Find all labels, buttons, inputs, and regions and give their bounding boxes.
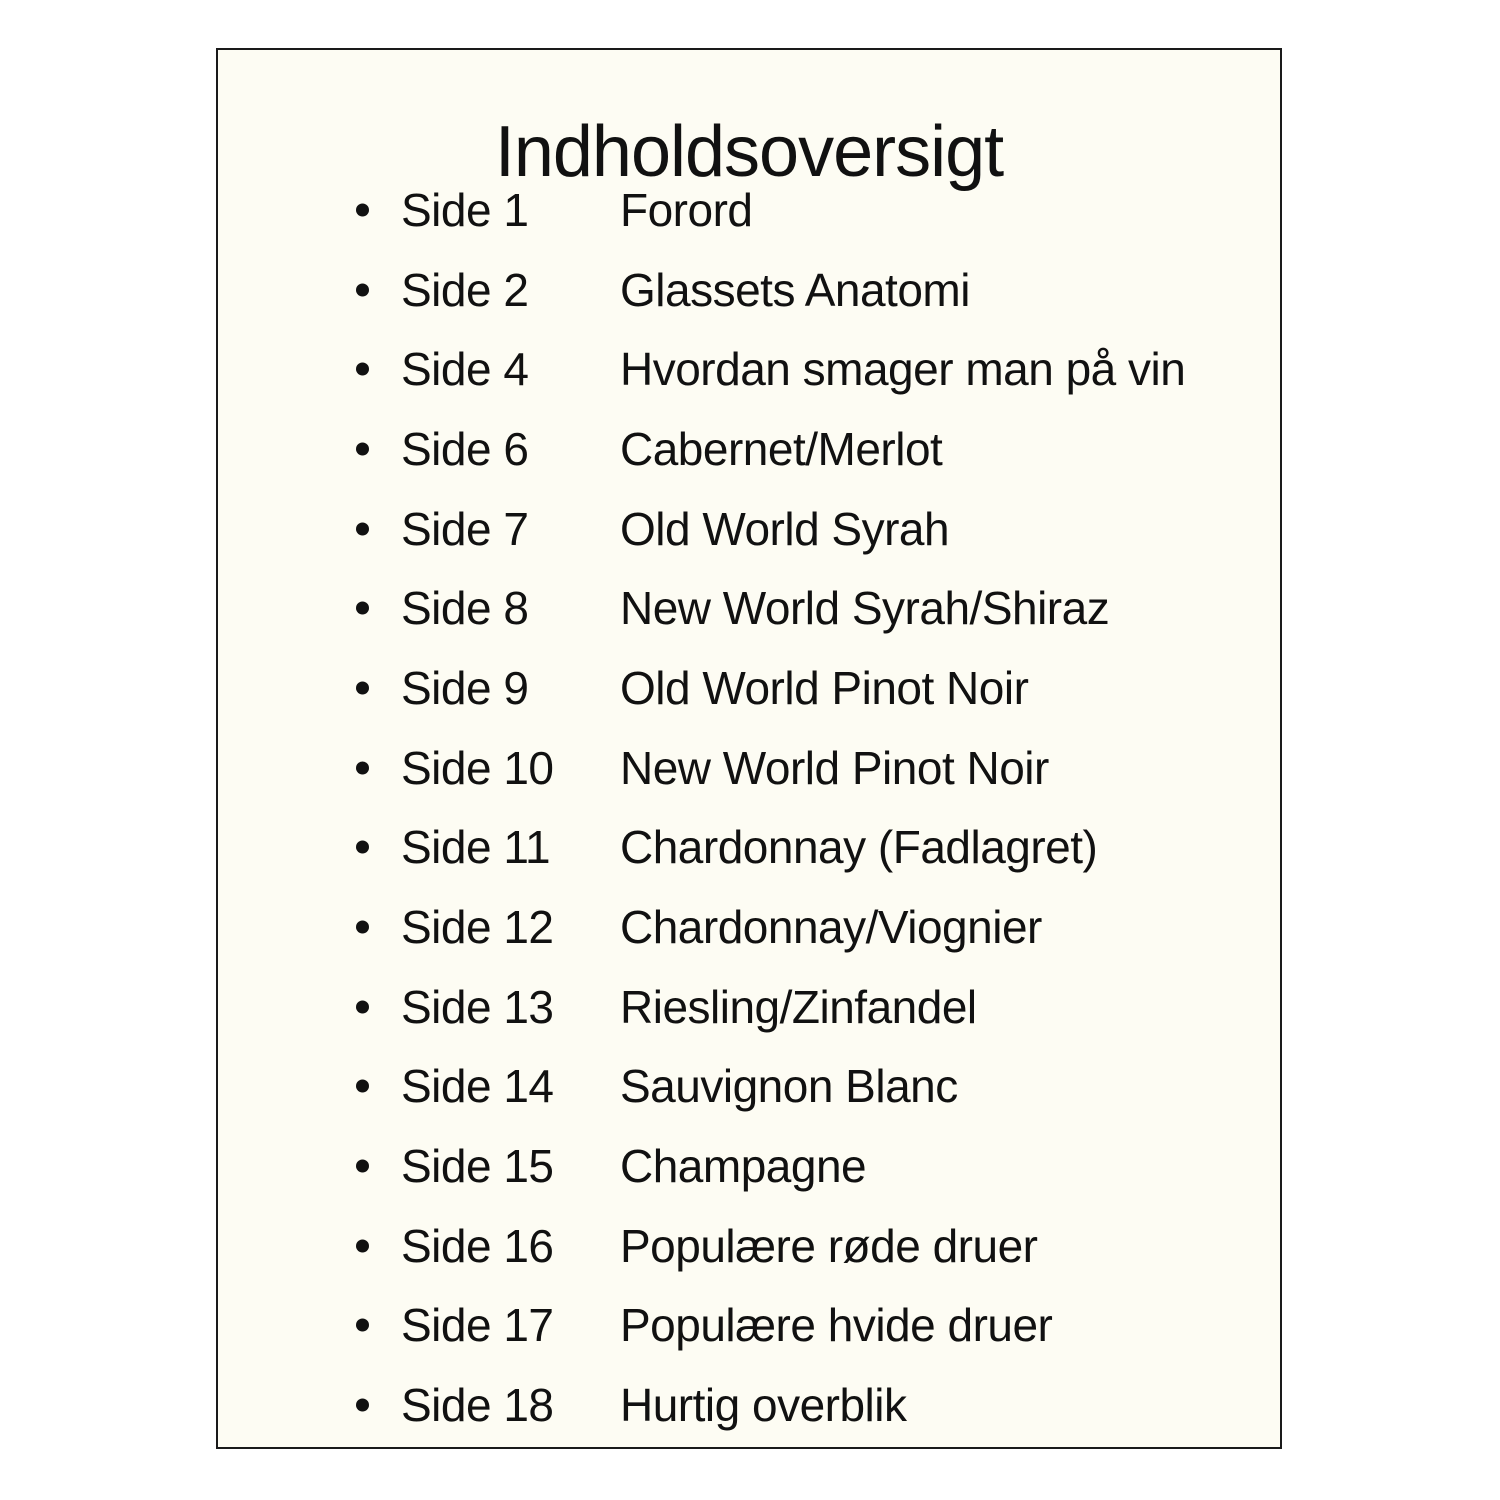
bullet-icon bbox=[356, 602, 369, 615]
toc-page-number: Side 10 bbox=[401, 741, 554, 794]
toc-entry-title: Hurtig overblik bbox=[620, 1379, 907, 1432]
toc-entry-title: Populære røde druer bbox=[620, 1219, 1038, 1272]
table-of-contents-page bbox=[216, 48, 1282, 1449]
toc-page-number: Side 13 bbox=[401, 980, 554, 1033]
toc-entry-title: Riesling/Zinfandel bbox=[620, 980, 977, 1033]
toc-entry-title: New World Pinot Noir bbox=[620, 741, 1049, 794]
toc-entry bbox=[218, 329, 1280, 409]
toc-entry bbox=[218, 568, 1280, 648]
toc-page-number: Side 14 bbox=[401, 1060, 554, 1113]
toc-entry-title: Old World Syrah bbox=[620, 502, 950, 555]
bullet-icon bbox=[356, 203, 369, 216]
toc-page-number: Side 9 bbox=[401, 661, 529, 714]
bullet-icon bbox=[356, 442, 369, 455]
toc-entry bbox=[218, 170, 1280, 250]
toc-entry bbox=[218, 808, 1280, 888]
toc-entry bbox=[218, 648, 1280, 728]
bullet-icon bbox=[356, 1000, 369, 1013]
toc-entry bbox=[218, 967, 1280, 1047]
bullet-icon bbox=[356, 1160, 369, 1173]
toc-entry-title: Old World Pinot Noir bbox=[620, 661, 1029, 714]
toc-entry bbox=[218, 1206, 1280, 1286]
toc-entry bbox=[218, 409, 1280, 489]
toc-page-number: Side 17 bbox=[401, 1299, 554, 1352]
toc-page-number: Side 7 bbox=[401, 502, 529, 555]
toc-entry bbox=[218, 1047, 1280, 1127]
toc-entry-title: Chardonnay (Fadlagret) bbox=[620, 821, 1098, 874]
toc-page-number: Side 2 bbox=[401, 263, 529, 316]
bullet-icon bbox=[356, 921, 369, 934]
bullet-icon bbox=[356, 522, 369, 535]
toc-page-number: Side 12 bbox=[401, 901, 554, 954]
toc-list bbox=[218, 170, 1280, 1445]
toc-page-number: Side 1 bbox=[401, 183, 529, 236]
bullet-icon bbox=[356, 1399, 369, 1412]
bullet-icon bbox=[356, 681, 369, 694]
toc-entry-title: Chardonnay/Viognier bbox=[620, 901, 1042, 954]
bullet-icon bbox=[356, 761, 369, 774]
toc-entry bbox=[218, 1365, 1280, 1445]
toc-entry bbox=[218, 1286, 1280, 1366]
toc-page-number: Side 15 bbox=[401, 1140, 554, 1193]
bullet-icon bbox=[356, 841, 369, 854]
toc-entry bbox=[218, 250, 1280, 330]
page-title: Indholdsoversigt bbox=[494, 112, 1004, 192]
toc-entry-title: Glassets Anatomi bbox=[620, 263, 970, 316]
toc-page-number: Side 8 bbox=[401, 582, 529, 635]
toc-entry bbox=[218, 728, 1280, 808]
toc-entry-title: Forord bbox=[620, 183, 753, 236]
toc-entry-title: New World Syrah/Shiraz bbox=[620, 582, 1110, 635]
toc-page-number: Side 6 bbox=[401, 422, 529, 475]
bullet-icon bbox=[356, 1239, 369, 1252]
toc-page-number: Side 11 bbox=[401, 821, 551, 874]
toc-entry-title: Cabernet/Merlot bbox=[620, 422, 943, 475]
toc-entry-title: Hvordan smager man på vin bbox=[620, 343, 1186, 396]
toc-entry-title: Champagne bbox=[620, 1140, 867, 1193]
toc-entry-title: Sauvignon Blanc bbox=[620, 1060, 958, 1113]
toc-page-number: Side 4 bbox=[401, 343, 529, 396]
toc-entry bbox=[218, 887, 1280, 967]
bullet-icon bbox=[356, 1080, 369, 1093]
toc-page-number: Side 18 bbox=[401, 1379, 554, 1432]
bullet-icon bbox=[356, 1319, 369, 1332]
bullet-icon bbox=[356, 283, 369, 296]
toc-entry bbox=[218, 1126, 1280, 1206]
toc-page-number: Side 16 bbox=[401, 1219, 554, 1272]
bullet-icon bbox=[356, 363, 369, 376]
toc-entry-title: Populære hvide druer bbox=[620, 1299, 1053, 1352]
toc-entry bbox=[218, 489, 1280, 569]
